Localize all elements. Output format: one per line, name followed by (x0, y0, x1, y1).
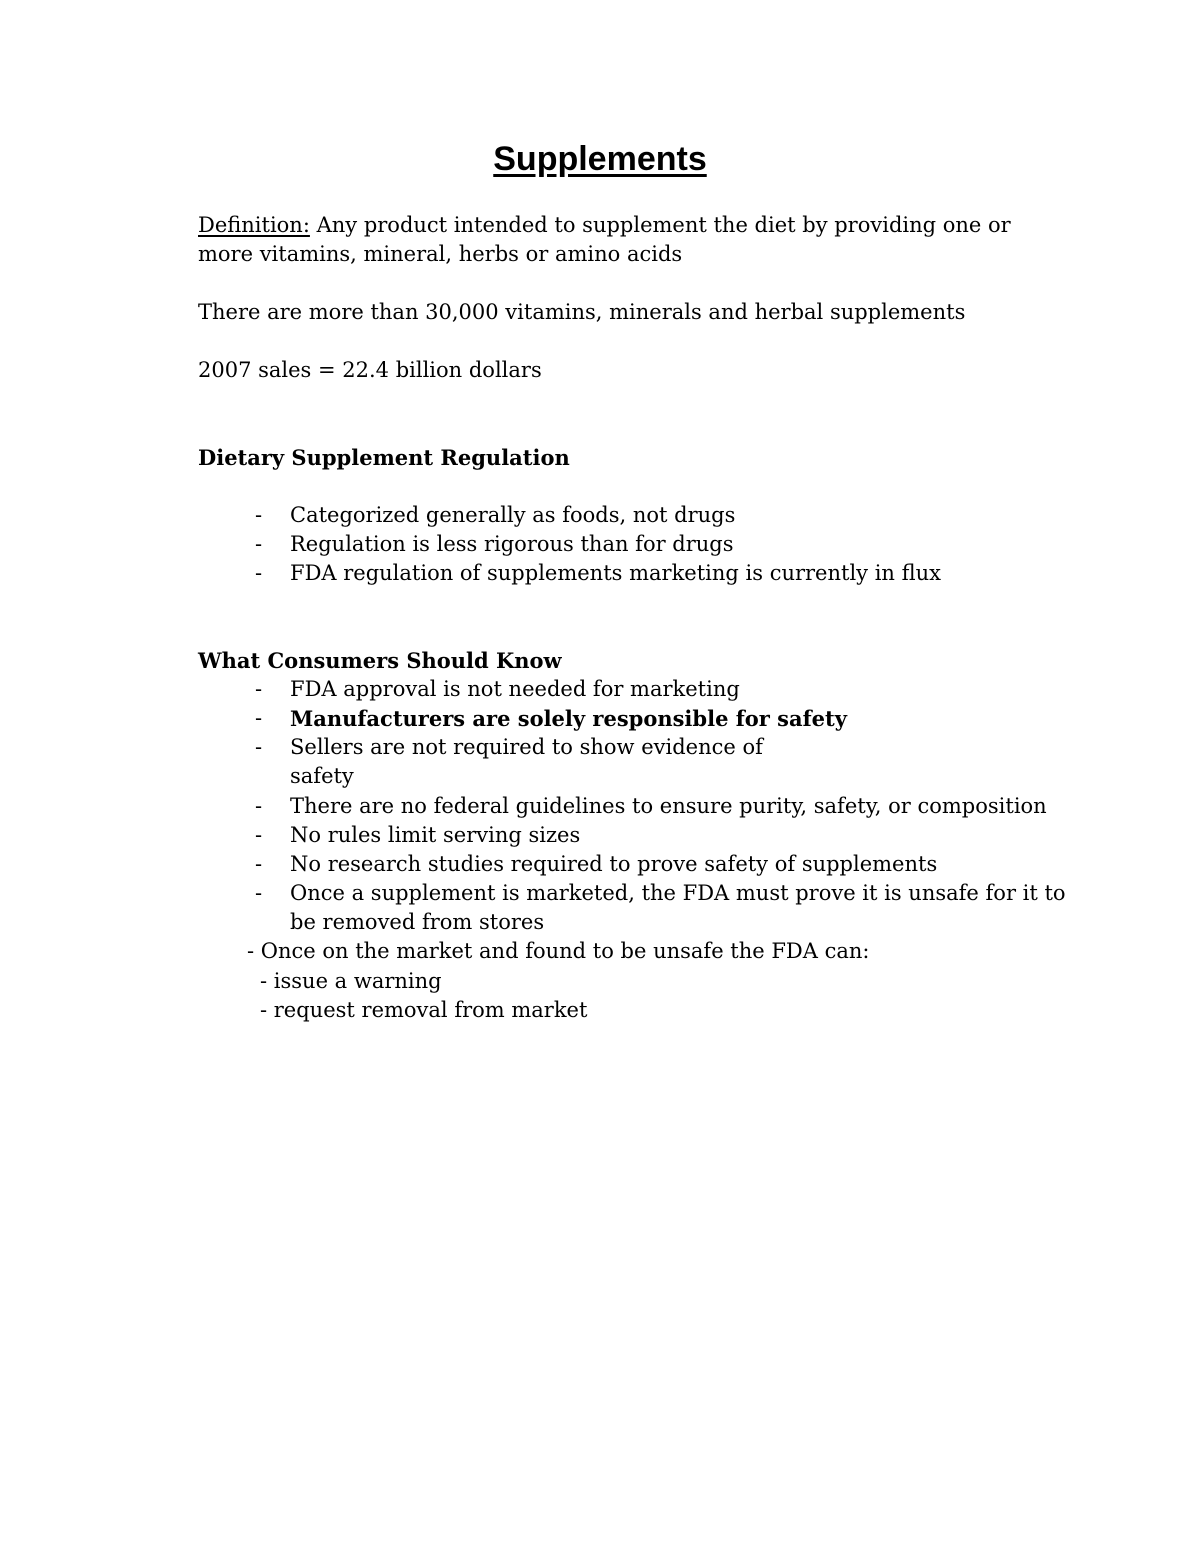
definition-line-2: more vitamins, mineral, herbs or amino acids (198, 242, 683, 266)
regulation-item: Categorized generally as foods, not drugs (290, 503, 736, 527)
consumers-item: FDA approval is not needed for marketing (290, 677, 740, 701)
bullet-dash: - (255, 823, 263, 847)
definition-label: Definition: (198, 213, 310, 237)
consumers-item: There are no federal guidelines to ensure purity, safety, or composition (290, 794, 1047, 818)
consumers-item-continuation: be removed from stores (290, 910, 545, 934)
bullet-dash: - (255, 735, 263, 759)
bullet-dash: - (255, 852, 263, 876)
consumers-extra-line: - Once on the market and found to be unsafe the FDA can: (247, 939, 870, 963)
fact-sales: 2007 sales = 22.4 billion dollars (198, 358, 542, 382)
regulation-heading: Dietary Supplement Regulation (198, 445, 570, 470)
consumers-item: Sellers are not required to show evidence of (290, 735, 763, 759)
bullet-dash: - (255, 881, 263, 905)
consumers-item: Once a supplement is marketed, the FDA must prove it is unsafe for it to (290, 881, 1066, 905)
fact-count: There are more than 30,000 vitamins, minerals and herbal supplements (198, 300, 966, 324)
bullet-dash: - (255, 677, 263, 701)
bullet-dash: - (255, 561, 263, 585)
regulation-item: Regulation is less rigorous than for drugs (290, 532, 734, 556)
bullet-dash: - (255, 706, 263, 730)
consumers-item: No rules limit serving sizes (290, 823, 581, 847)
consumers-heading: What Consumers Should Know (198, 648, 562, 673)
page-title: Supplements (493, 140, 707, 178)
definition-line-1 (198, 211, 1011, 240)
consumers-sub-item: - request removal from market (260, 998, 588, 1022)
bullet-dash: - (255, 503, 263, 527)
definition-text-1: Any product intended to supplement the diet by providing one or (309, 213, 1011, 237)
consumers-item-continuation: safety (290, 764, 354, 788)
bullet-dash: - (255, 532, 263, 556)
consumers-item-bold: Manufacturers are solely responsible for safety (290, 706, 847, 731)
regulation-item: FDA regulation of supplements marketing is currently in flux (290, 561, 941, 585)
consumers-item: No research studies required to prove safety of supplements (290, 852, 938, 876)
consumers-sub-item: - issue a warning (260, 969, 442, 993)
bullet-dash: - (255, 794, 263, 818)
